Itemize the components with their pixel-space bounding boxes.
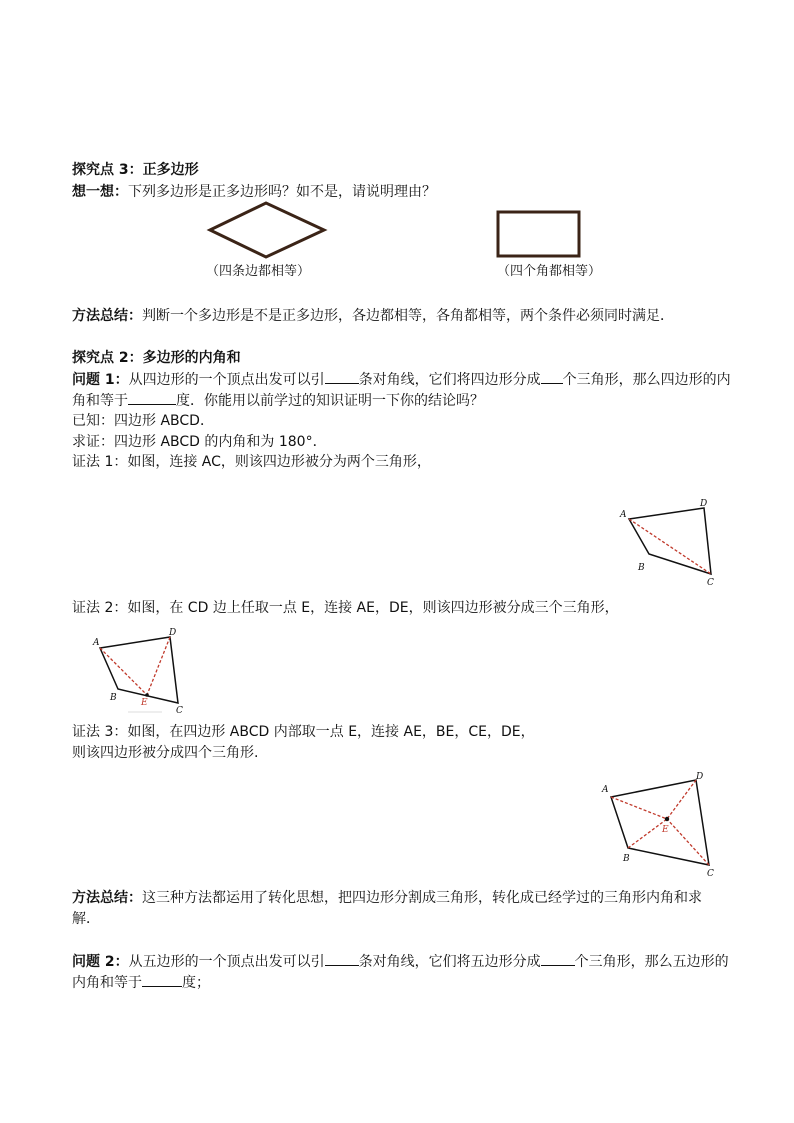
proof-3-line-1: 证法 3：如图，在四边形 ABCD 内部取一点 E，连接 AE，BE，CE，DE， <box>72 724 535 740</box>
q2-text-e: 度； <box>182 975 210 991</box>
point-e <box>665 817 669 821</box>
question-2-label: 问题 2： <box>72 954 129 970</box>
proof-2-text: 证法 2：如图，在 CD 边上任取一点 E，连接 AE，DE，则该四边形被分成三个三角形， <box>72 600 619 616</box>
q1-text-b: 条对角线，它们将四边形分成 <box>358 372 541 388</box>
method-text: 判断一个多边形是不是正多边形，各边都相等，各角都相等，两个条件必须同时满足． <box>142 308 674 324</box>
proof-2-figure <box>90 624 200 716</box>
label-d: D <box>696 772 704 782</box>
method-text-2a: 这三种方法都运用了转化思想，把四边形分割成三角形，转化成已经学过的三角形内角和求 <box>142 890 702 906</box>
segment-ae <box>611 797 667 819</box>
q2-blank-degrees[interactable] <box>142 972 182 987</box>
method-summary-2-line-1 <box>72 888 702 908</box>
rectangle-figure <box>496 210 582 258</box>
q1-text-c: 个三角形，那么四边形的内 <box>562 372 731 388</box>
label-b: B <box>110 693 117 703</box>
rectangle-shape <box>498 212 579 256</box>
q1-blank-diagonals[interactable] <box>325 369 359 384</box>
method-summary-1 <box>72 306 674 326</box>
q2-blank-triangles[interactable] <box>541 951 575 966</box>
quadrilateral-abcd <box>611 780 709 865</box>
proof-1-text: 证法 1：如图，连接 AC，则该四边形被分为两个三角形， <box>72 454 431 470</box>
label-e: E <box>662 825 669 835</box>
q2-text-c: 个三角形，那么五边形的 <box>574 954 729 970</box>
question-2-line-2 <box>72 972 210 993</box>
think-question <box>72 182 436 202</box>
point-e <box>145 693 149 697</box>
q1-text-e: 度．你能用以前学过的知识证明一下你的结论吗？ <box>176 393 484 409</box>
method-label-2: 方法总结： <box>72 890 142 906</box>
label-a: A <box>602 785 609 795</box>
segment-ae <box>100 648 147 695</box>
question-1-line-2 <box>72 390 484 411</box>
rhombus-caption: （四条边都相等） <box>206 264 311 279</box>
proof-1-figure <box>618 496 728 588</box>
method-label: 方法总结： <box>72 308 142 324</box>
segment-de <box>667 780 696 819</box>
q1-blank-degrees[interactable] <box>128 390 176 405</box>
think-text: 下列多边形是正多边形吗？如不是，请说明理由？ <box>128 184 436 200</box>
label-c: C <box>176 706 183 716</box>
think-label: 想一想： <box>72 184 128 200</box>
label-c: C <box>707 869 714 879</box>
q1-blank-triangles[interactable] <box>541 369 563 384</box>
given-statement: 已知：四边形 ABCD． <box>72 413 214 429</box>
prove-statement: 求证：四边形 ABCD 的内角和为 180°． <box>72 434 327 450</box>
question-1-label: 问题 1： <box>72 372 129 388</box>
q1-text-a: 从四边形的一个顶点出发可以引 <box>128 372 325 388</box>
label-d: D <box>700 499 708 509</box>
label-b: B <box>638 563 645 573</box>
rectangle-caption: （四个角都相等） <box>497 264 602 279</box>
proof-3-line-2: 则该四边形被分成四个三角形. <box>72 745 259 761</box>
proof-3-figure <box>598 770 728 878</box>
question-2-line-1 <box>72 951 729 972</box>
question-1-line-1 <box>72 369 731 390</box>
q1-text-d: 角和等于 <box>72 393 128 409</box>
label-a: A <box>93 638 100 648</box>
label-e: E <box>141 698 148 708</box>
label-c: C <box>707 578 714 588</box>
segment-de <box>147 637 170 695</box>
section-heading-regular-polygon: 探究点 3：正多边形 <box>72 162 199 178</box>
method-summary-2-line-2: 解． <box>72 911 100 927</box>
section-heading-interior-angles: 探究点 2：多边形的内角和 <box>72 350 241 366</box>
rhombus-shape <box>210 203 324 257</box>
q2-text-d: 内角和等于 <box>72 975 142 991</box>
q2-text-b: 条对角线，它们将五边形分成 <box>358 954 541 970</box>
label-a: A <box>620 510 627 520</box>
q2-text-a: 从五边形的一个顶点出发可以引 <box>128 954 325 970</box>
q2-blank-diagonals[interactable] <box>325 951 359 966</box>
label-d: D <box>169 628 177 638</box>
rhombus-figure <box>208 202 328 260</box>
label-b: B <box>623 854 630 864</box>
